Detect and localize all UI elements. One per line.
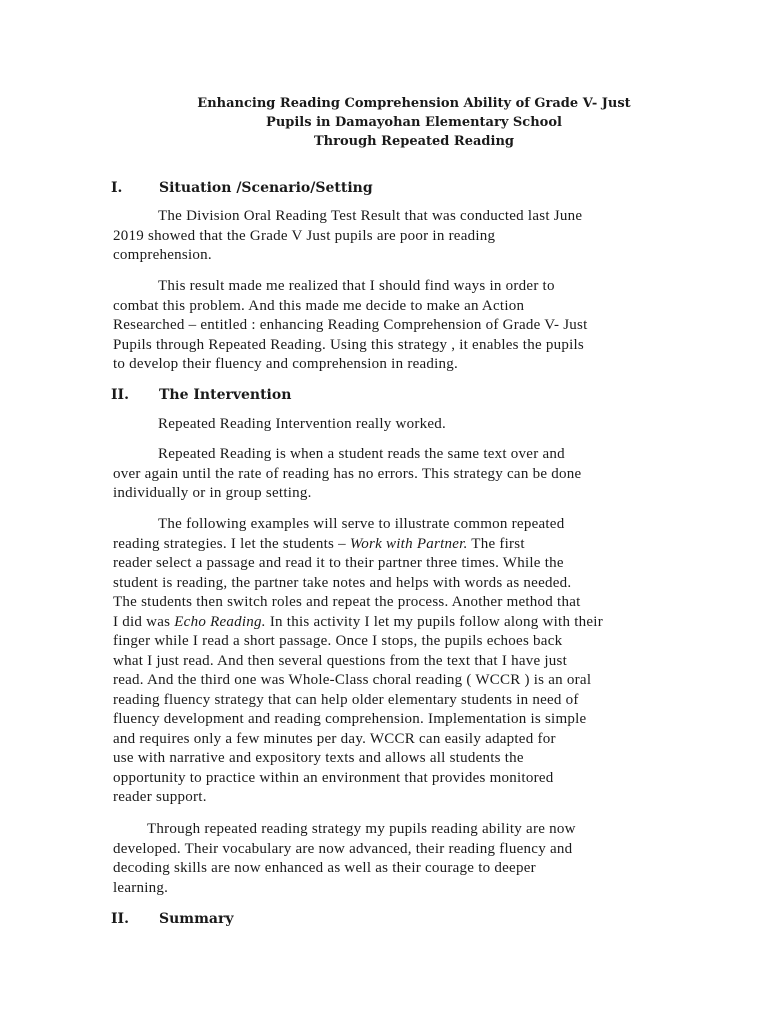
text-line: developed. Their vocabulary are now advanced, their reading fluency and	[113, 840, 573, 857]
text-line: comprehension.	[113, 247, 212, 263]
text-line: This result made me realized that I should find ways in order to	[158, 278, 555, 294]
text-line: Repeated Reading Intervention really worked.	[158, 416, 446, 432]
text-line: learning.	[113, 879, 169, 896]
paragraph-result	[113, 277, 673, 375]
paragraph-repeated-reading-definition	[113, 445, 673, 504]
section-number: II.	[111, 387, 129, 403]
section-title: The Intervention	[159, 387, 292, 403]
text-line: decoding skills are now enhanced as well as their courage to deeper	[113, 860, 536, 876]
text-line: what I just read. And then several questions from the text that I have just	[113, 652, 568, 669]
emphasis-work-with-partner: Work with Partner.	[349, 535, 468, 552]
text-line	[113, 535, 673, 555]
text-line	[113, 613, 673, 633]
title-line-2: Pupils in Damayohan Elementary School	[266, 115, 562, 130]
section-title: Situation /Scenario/Setting	[159, 180, 373, 196]
section-heading-summary	[111, 909, 234, 929]
text-line: individually or in group setting.	[113, 485, 312, 501]
text-line: and requires only a few minutes per day. WCCR can easily adapted for	[113, 730, 556, 747]
text-span: I did was	[113, 613, 175, 630]
text-span: reading strategies. I let the students –	[113, 535, 350, 552]
text-span: The first	[467, 535, 525, 552]
text-line: fluency development and reading comprehension. Implementation is simple	[113, 711, 587, 727]
title-line-3: Through Repeated Reading	[314, 134, 514, 149]
text-line: reader select a passage and read it to their partner three times. While the	[113, 555, 564, 571]
text-line: reader support.	[113, 789, 207, 805]
text-line: The following examples will serve to illustrate common repeated	[158, 516, 565, 532]
document-title	[110, 94, 718, 151]
text-line: opportunity to practice within an environment that provides monitored	[113, 769, 554, 786]
paragraph-intervention-worked	[113, 415, 673, 435]
text-line: to develop their fluency and comprehension in reading.	[113, 356, 459, 372]
text-line: 2019 showed that the Grade V Just pupils are poor in reading	[113, 227, 496, 244]
text-span: In this activity I let my pupils follow along with their	[265, 613, 603, 630]
text-line: combat this problem. And this made me decide to make an Action	[113, 297, 525, 314]
text-line: over again until the rate of reading has no errors. This strategy can be done	[113, 465, 582, 482]
section-number: II.	[111, 911, 129, 927]
text-line: Through repeated reading strategy my pupils reading ability are now	[147, 821, 576, 837]
paragraph-outcome	[113, 820, 673, 898]
section-heading-intervention	[111, 385, 291, 405]
title-line-1: Enhancing Reading Comprehension Ability of Grade V- Just	[197, 96, 631, 111]
text-line: student is reading, the partner take notes and helps with words as needed.	[113, 574, 572, 591]
emphasis-echo-reading: Echo Reading.	[174, 613, 266, 630]
section-number: I.	[111, 180, 123, 196]
text-line: reading fluency strategy that can help older elementary students in need of	[113, 691, 579, 708]
text-line: Researched – entitled : enhancing Reading Comprehension of Grade V- Just	[113, 317, 588, 333]
text-line: Pupils through Repeated Reading. Using this strategy , it enables the pupils	[113, 336, 585, 353]
paragraph-examples	[113, 515, 673, 808]
text-line: read. And the third one was Whole-Class choral reading ( WCCR ) is an oral	[113, 672, 592, 688]
text-line: Repeated Reading is when a student reads the same text over and	[158, 446, 565, 462]
section-title: Summary	[159, 911, 234, 927]
text-line: use with narrative and expository texts and allows all students the	[113, 750, 524, 766]
paragraph-division-test	[113, 207, 673, 266]
section-heading-situation	[111, 178, 373, 198]
text-line: The students then switch roles and repeat the process. Another method that	[113, 594, 581, 610]
text-line: The Division Oral Reading Test Result that was conducted last June	[158, 208, 583, 224]
text-line: finger while I read a short passage. Once I stops, the pupils echoes back	[113, 633, 563, 649]
